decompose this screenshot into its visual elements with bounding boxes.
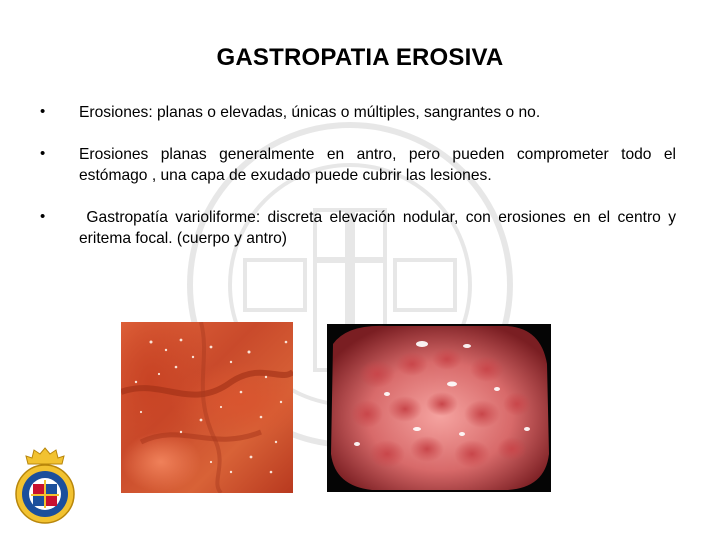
bullet-item: [40, 207, 681, 249]
endoscopy-photo-left: [121, 322, 293, 493]
university-seal-logo: [14, 446, 76, 526]
bullet-text: Erosiones: planas o elevadas, únicas o múltiples, sangrantes o no.: [79, 104, 541, 121]
slide-title: GASTROPATIA EROSIVA: [216, 44, 504, 71]
bullet-text: Gastropatía varioliforme: discreta elevación nodular, con erosiones en el centro y eritema focal. (cuerpo y antro): [79, 209, 681, 248]
bullet-dot: •: [40, 103, 46, 120]
bullet-item: [40, 102, 676, 123]
bullet-dot: •: [40, 208, 46, 226]
endoscopy-photo-right: [327, 324, 551, 492]
bullet-item: [40, 144, 676, 186]
bullet-dot: •: [40, 145, 46, 163]
erosion-spots: [121, 322, 293, 493]
varioliform-view: [327, 324, 551, 492]
bullet-list: [40, 102, 681, 270]
bullet-text: Erosiones planas generalmente en antro, pero pueden comprometer todo el estómago , una capa de exudado puede cubrir las lesiones.: [79, 146, 676, 185]
